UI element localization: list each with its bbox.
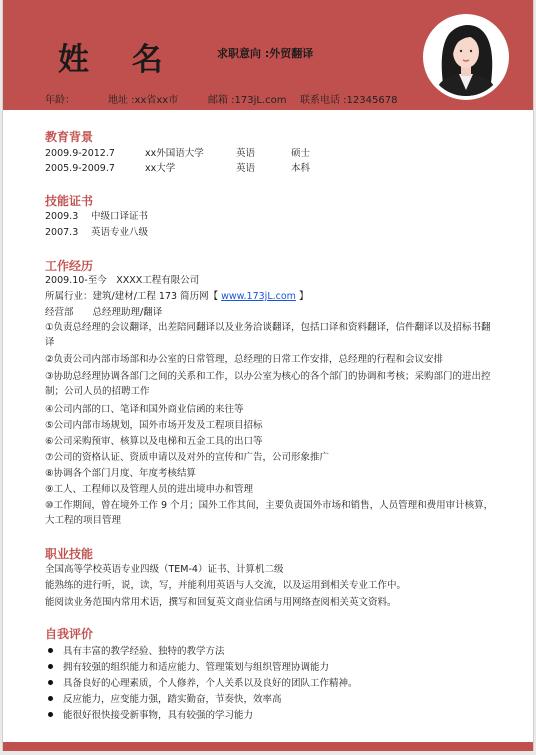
self-item-text: 拥有较强的组织能力和适应能力、管理策划与组织管理协调能力 [63, 662, 330, 673]
self-item-text: 具有丰富的教学经验、独特的教学方法 [63, 646, 225, 657]
work-dept: 经营部 总经理助理/翻译 [45, 307, 163, 318]
woman-portrait-icon [427, 18, 505, 96]
cert-name: 中级口译证书 [91, 211, 149, 222]
skills-title: 职业技能 [45, 547, 94, 561]
edu-major: 英语 [236, 163, 256, 174]
duty-item: ⑦公司的资格认证、资质申请以及对外的宣传和广告，公司形象推广 [45, 452, 330, 463]
skill-line: 能熟练的进行听，说，读，写，并能利用英语与人交流，以及运用到相关专业工作中。 [45, 580, 407, 591]
address-text: 地址 :xx省xx市 [108, 95, 179, 106]
bullet-icon [48, 696, 53, 701]
age-label: 年龄： [45, 95, 75, 106]
duty-item: ⑤公司内部市场规划，国外市场开发及工程项目招标 [45, 420, 263, 431]
education-title: 教育背景 [45, 130, 94, 144]
edu-school: xx外国语大学 [145, 148, 204, 159]
duty-item: ⑨工人、工程师以及管理人员的进出境申办和管理 [45, 484, 254, 495]
duty-item: ③协助总经理协调各部门之间的关系和工作，以办公室为核心的各个部门的协调和考核；采购部门的进出控制；公司人员的招聘工作 [45, 371, 491, 397]
resume-page [2, 0, 534, 751]
cert-date: 2007.3 [45, 227, 79, 238]
duty-item: ②负责公司内部市场部和办公室的日常管理，总经理的日常工作安排，总经理的行程和会议安排 [45, 354, 444, 365]
resume-header [3, 0, 533, 110]
phone-text: 联系电话 :12345678 [300, 95, 398, 106]
duty-item: ⑧协调各个部门月度、年度考核结算 [45, 468, 197, 479]
self-title: 自我评价 [45, 627, 94, 641]
skill-line: 能阅读业务范围内常用术语，撰写和回复英文商业信函与用网络查阅相关英文资料。 [45, 597, 397, 608]
footer-bar [3, 742, 533, 751]
cert-name: 英语专业八级 [91, 227, 149, 238]
email-text: 邮箱 :173jL.com [208, 95, 287, 106]
avatar [423, 14, 509, 100]
website-link[interactable]: www.173jL.com [221, 291, 296, 302]
duty-item: ④公司内部的口、笔译和国外商业信函的来往等 [45, 404, 244, 415]
certs-title: 技能证书 [45, 194, 94, 208]
duty-item: ⑥公司采购预审、核算以及电梯和五金工具的出口等 [45, 436, 263, 447]
work-title: 工作经历 [45, 259, 94, 273]
duty-item: ⑩工作期间，曾在境外工作 9 个月；国外工作其间，主要负责国外市场和销售，人员管理和费用审计核算，大工程的项目管理 [45, 500, 494, 526]
job-intent: 求职意向 :外贸翻译 [217, 47, 314, 60]
bullet-icon [48, 648, 53, 653]
duty-item: ①负责总经理的会议翻译，出差陪同翻译以及业务洽谈翻译，包括口译和资料翻译，信件翻译以及招标书翻译 [45, 322, 491, 348]
work-company: 2009.10-至今 XXXX工程有限公司 [45, 275, 200, 286]
edu-period: 2009.9-2012.7 [45, 148, 115, 159]
edu-period: 2005.9-2009.7 [45, 163, 115, 174]
bullet-icon [48, 664, 53, 669]
self-item-text: 反应能力，应变能力强，踏实勤奋，节奏快，效率高 [63, 694, 282, 705]
skill-line: 全国高等学校英语专业四级（TEM-4）证书、计算机二级 [45, 564, 284, 575]
edu-degree: 硕士 [291, 148, 311, 159]
edu-degree: 本科 [291, 163, 311, 174]
bullet-icon [48, 712, 53, 717]
edu-school: xx大学 [145, 163, 176, 174]
avatar-photo [427, 18, 505, 96]
self-item-text: 具备良好的心理素质，个人修养，个人关系以及良好的团队工作精神。 [63, 678, 358, 689]
industry-text: 所属行业：建筑/建材/工程 173 简历网【 [45, 291, 222, 302]
bullet-icon [48, 680, 53, 685]
resume-name: 姓 名 [58, 42, 179, 78]
industry-bracket: 】 [295, 291, 309, 302]
cert-date: 2009.3 [45, 211, 79, 222]
work-industry [45, 290, 308, 303]
edu-major: 英语 [236, 148, 256, 159]
self-item-text: 能很好很快接受新事物，具有较强的学习能力 [63, 710, 254, 721]
